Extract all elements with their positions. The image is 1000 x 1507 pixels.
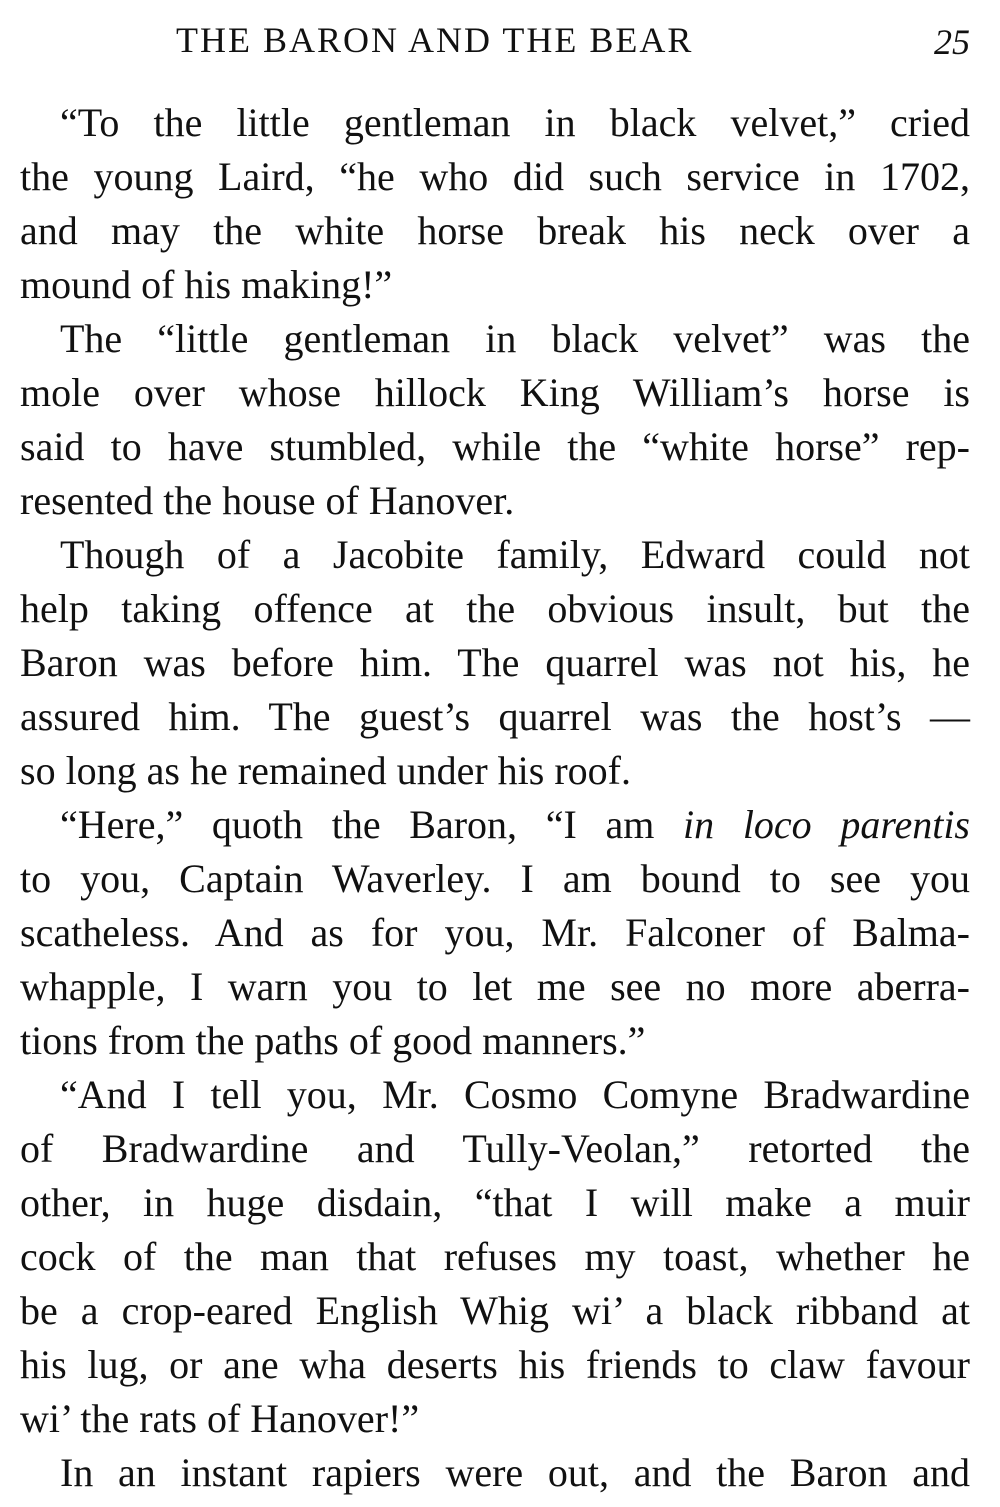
paragraph-4 [20, 798, 970, 1068]
text-line: whapple, I warn you to let me see no more aberra- [20, 964, 970, 1009]
text-line: said to have stumbled, while the “white horse” rep- [20, 424, 970, 469]
text-line: so long as he remained under his roof. [20, 748, 631, 793]
text-line [20, 798, 970, 852]
text-line: help taking offence at the obvious insult, but the [20, 586, 970, 631]
text-line: mound of his making!” [20, 262, 393, 307]
body-text [20, 96, 970, 1500]
text-line: be a crop-eared English Whig wi’ a black ribband at [20, 1288, 970, 1333]
text-line: Though of a Jacobite family, Edward could not [60, 532, 970, 577]
text-line: and may the white horse break his neck over a [20, 208, 970, 253]
text-line: tions from the paths of good manners.” [20, 1018, 646, 1063]
paragraph-6 [20, 1446, 970, 1500]
page-number: 25 [934, 22, 970, 62]
text-line: In an instant rapiers were out, and the Baron and [60, 1450, 970, 1495]
text-line: Baron was before him. The quarrel was not his, he [20, 640, 970, 685]
text-line: of Bradwardine and Tully-Veolan,” retorted the [20, 1126, 970, 1171]
text-line: wi’ the rats of Hanover!” [20, 1396, 420, 1441]
paragraph-2 [20, 312, 970, 528]
text-segment: “Here,” quoth the Baron, “I am [60, 802, 655, 847]
text-line: other, in huge disdain, “that I will make a muir [20, 1180, 970, 1225]
latin-phrase: in loco parentis [683, 802, 970, 847]
text-line: to you, Captain Waverley. I am bound to see you [20, 856, 970, 901]
text-line: The “little gentleman in black velvet” was the [60, 316, 970, 361]
text-line: scatheless. And as for you, Mr. Falconer of Balma- [20, 910, 970, 955]
paragraph-1 [20, 96, 970, 312]
text-line: cock of the man that refuses my toast, whether he [20, 1234, 970, 1279]
text-line: “And I tell you, Mr. Cosmo Comyne Bradwardine [60, 1072, 970, 1117]
paragraph-5 [20, 1068, 970, 1446]
text-line: his lug, or ane wha deserts his friends to claw favour [20, 1342, 970, 1387]
running-title: THE BARON AND THE BEAR [176, 20, 694, 60]
running-head [20, 18, 970, 62]
text-line: the young Laird, “he who did such service in 1702, [20, 154, 970, 199]
paragraph-3 [20, 528, 970, 798]
text-line: mole over whose hillock King William’s horse is [20, 370, 970, 415]
text-line: “To the little gentleman in black velvet,” cried [60, 100, 970, 145]
text-line: assured him. The guest’s quarrel was the host’s — [20, 694, 970, 739]
text-line: resented the house of Hanover. [20, 478, 515, 523]
